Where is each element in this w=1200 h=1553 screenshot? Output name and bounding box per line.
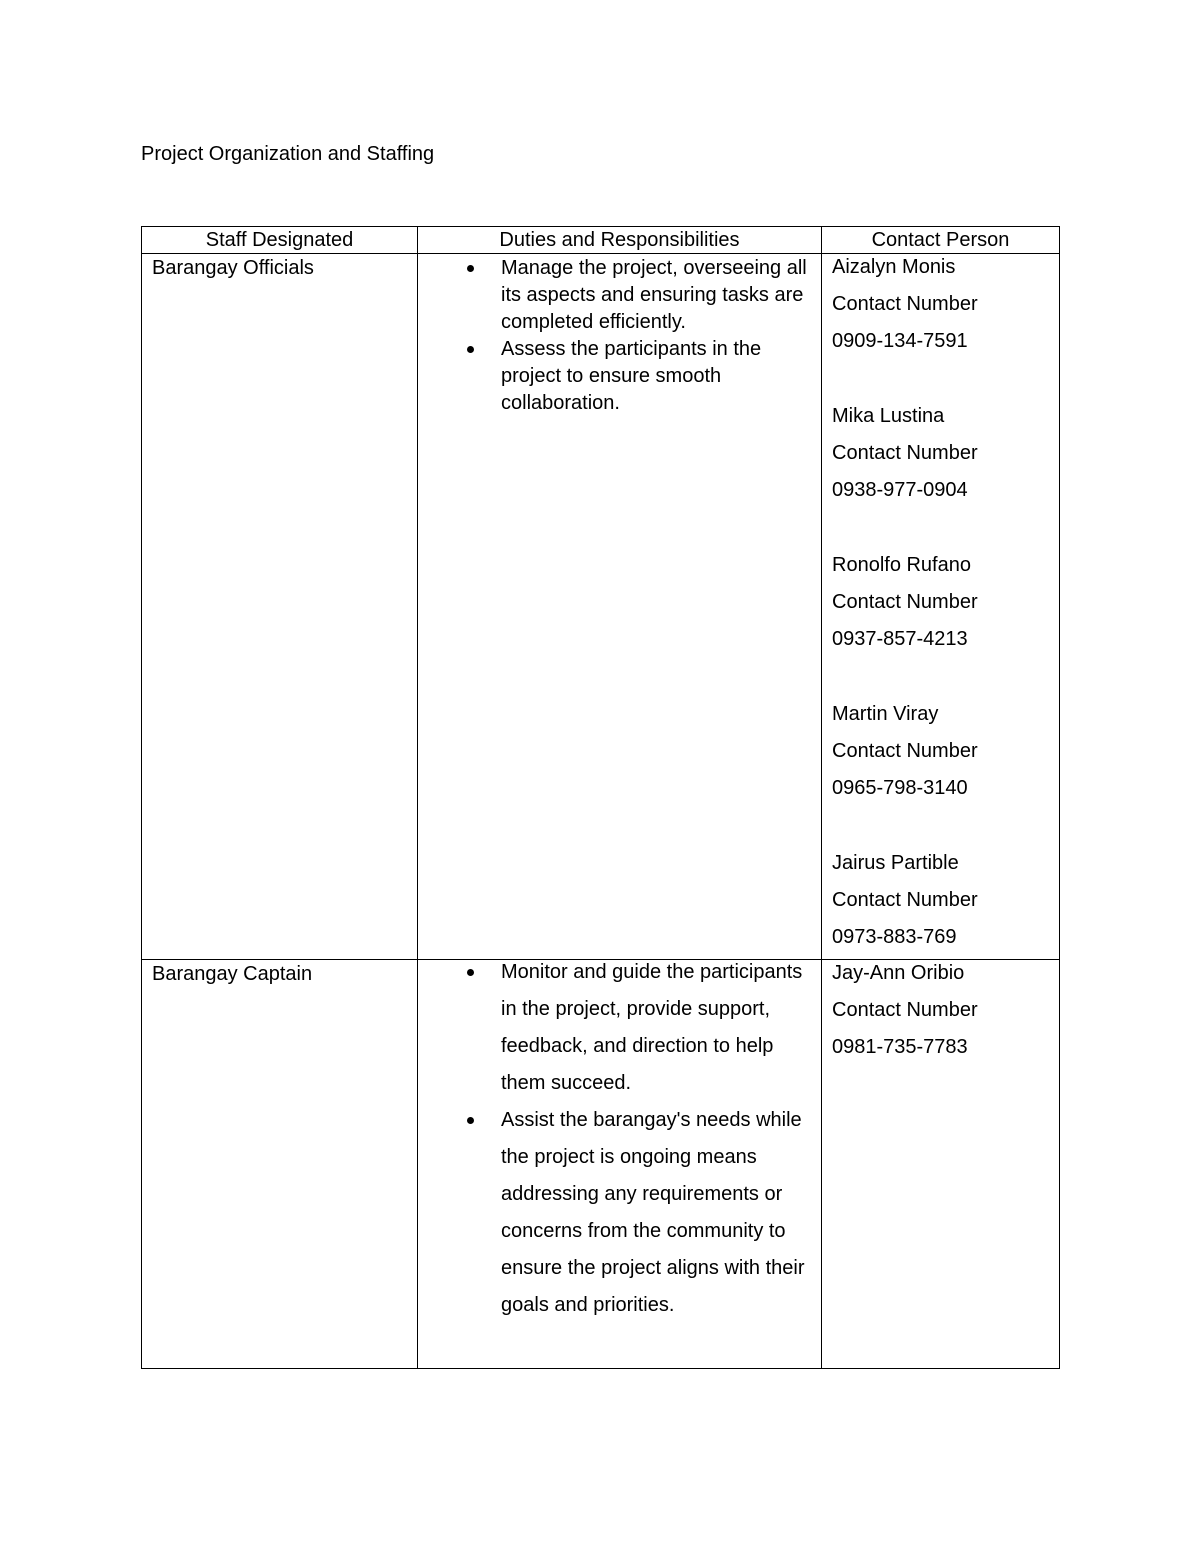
duties-list [418,954,821,1324]
table-row [142,960,1060,1369]
contact-name: Aizalyn Monis [832,256,956,278]
duty-item: Manage the project, overseeing all its aspects and ensuring tasks are completed efficiently. [501,255,811,336]
duty-item: Monitor and guide the participants in the project, provide support, feedback, and direction to help them succeed. [501,954,811,1102]
page-title: Project Organization and Staffing [141,143,435,165]
contact-number: 0965-798-3140 [832,777,968,799]
contact-name: Ronolfo Rufano [832,554,971,576]
staff-cell [142,960,418,1369]
contact-number: 0981-735-7783 [832,1036,968,1058]
contact-number-label: Contact Number [832,442,978,464]
table-row [142,254,1060,960]
contact-number-label: Contact Number [832,999,978,1021]
staff-designation: Barangay Officials [152,257,314,279]
duty-item: Assist the barangay's needs while the project is ongoing means addressing any requirements or concerns from the community to ensure the project aligns with their goals and priorities. [501,1102,811,1324]
duty-item: Assess the participants in the project to ensure smooth collaboration. [501,336,811,417]
contact-entry [832,696,1059,807]
contact-number: 0909-134-7591 [832,330,968,352]
staffing-table [141,226,1060,1369]
header-staff-designated: Staff Designated [142,227,418,254]
contact-number: 0973-883-769 [832,926,957,948]
contact-name: Jairus Partible [832,852,959,874]
contact-entry [832,398,1059,509]
contact-entry [832,249,1059,360]
contact-number-label: Contact Number [832,889,978,911]
contact-cell [822,254,1060,960]
contact-number-label: Contact Number [832,293,978,315]
duties-cell [418,960,822,1369]
header-contact-person: Contact Person [822,227,1060,254]
contact-entry [832,845,1059,956]
contact-entry [832,547,1059,658]
staff-designation: Barangay Captain [152,963,313,985]
duties-list [418,254,821,417]
contact-number-label: Contact Number [832,591,978,613]
contact-name: Martin Viray [832,703,939,725]
contact-entry [832,955,1059,1066]
contact-cell [822,960,1060,1369]
contact-number: 0938-977-0904 [832,479,968,501]
staff-cell [142,254,418,960]
contact-name: Jay-Ann Oribio [832,962,965,984]
header-duties-responsibilities: Duties and Responsibilities [418,227,822,254]
contact-number: 0937-857-4213 [832,628,968,650]
duties-cell [418,254,822,960]
contact-number-label: Contact Number [832,740,978,762]
contact-name: Mika Lustina [832,405,945,427]
